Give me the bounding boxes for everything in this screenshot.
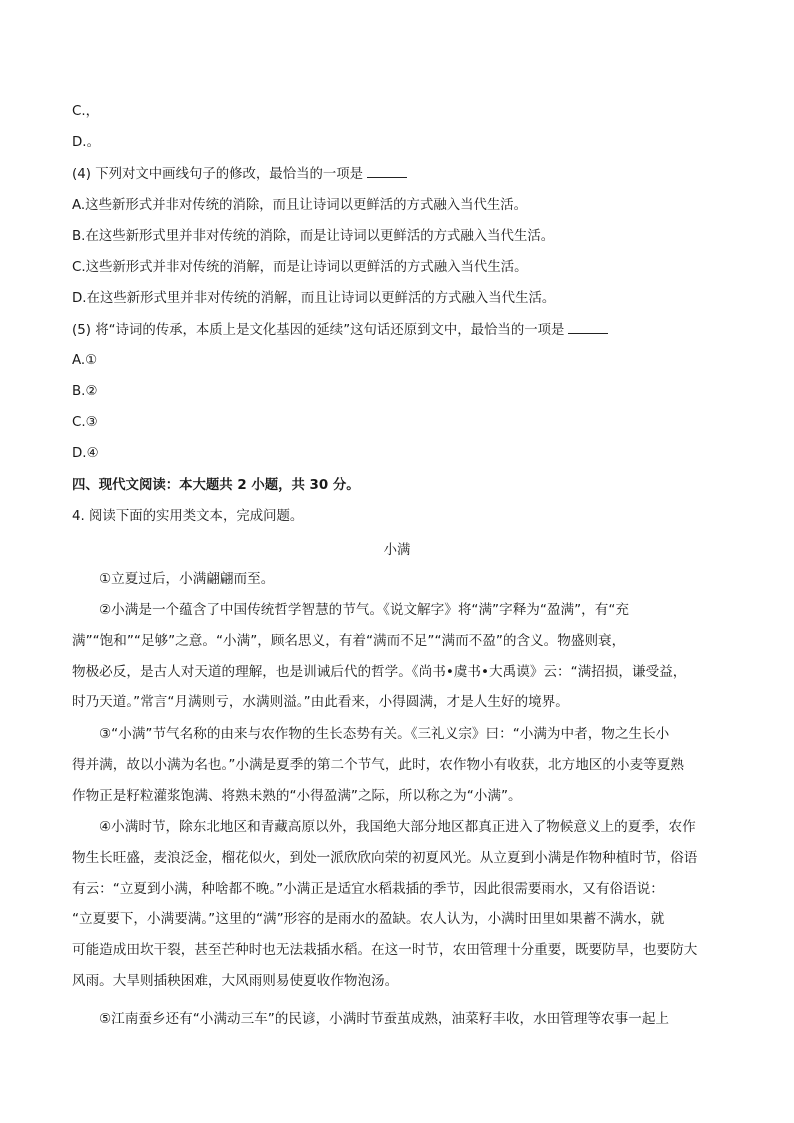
q4-stem-text: (4) 下列对文中画线句子的修改，最恰当的一项是 [72,167,364,182]
paragraph-line: 物生长旺盛，麦浪泛金，榴花似火，到处一派欣欣向荣的初夏风光。从立夏到小满是作物种植时节，俗语 [72,849,698,866]
paragraph-line: ⑤江南蚕乡还有“小满动三车”的民谚，小满时节蚕茧成熟，油菜籽丰收，水田管理等农事一起上 [99,1011,670,1027]
paragraph-line: ③“小满”节气名称的由来与农作物的生长态势有关。《三礼义宗》曰：“小满为中者，物之生长小 [99,726,670,742]
paragraph-line: 作物正是籽粒灌浆饱满、将熟未熟的“小得盈满”之际，所以称之为“小满”。 [72,787,522,804]
paragraph-line: 时乃天道。”常言“月满则亏，水满则溢。”由此看来，小得圆满，才是人生好的境界。 [72,694,569,711]
q5-option-b: B.② [72,384,98,399]
q4-option-a: A.这些新形式并非对传统的消除，而且让诗词以更鲜活的方式融入当代生活。 [72,198,528,213]
q4-option-c: C.这些新形式并非对传统的消解，而是让诗词以更鲜活的方式融入当代生活。 [72,260,528,275]
q4-option-d: D.在这些新形式里并非对传统的消解，而且让诗词以更鲜活的方式融入当代生活。 [72,291,556,306]
section-heading: 四、现代文阅读：本大题共 2 小题，共 30 分。 [72,478,360,493]
q5-stem [72,321,608,340]
paragraph-line: 可能造成田坎干裂，甚至芒种时也无法栽插水稻。在这一时节，农田管理十分重要，既要防旱，也要防大 [72,942,698,959]
article-title: 小满 [383,543,411,558]
paragraph-2 [72,595,704,718]
paragraph-3 [72,719,704,811]
paragraph-line: 物极必反，是古人对天道的理解，也是训诫后代的哲学。《尚书•虞书•大禹谟》云：“满招损，谦受益， [72,663,687,680]
paragraph-line: 满”“饱和”“足够”之意。“小满”，顾名思义，有着“满而不足”“满而不盈”的含义。物盛则衰， [72,632,626,649]
q5-option-c: C.③ [72,415,98,430]
q5-option-d: D.④ [72,446,99,461]
paragraph-line: 风雨。大旱则插秧困难，大风雨则易使夏收作物泡汤。 [72,972,399,989]
paragraph-line: “立夏要下，小满要满。”这里的“满”形容的是雨水的盈缺。农人认为，小满时田里如果蓄不满水，就 [72,911,665,928]
paragraph-1 [72,564,704,595]
answer-blank [367,165,407,178]
paragraph-line: ④小满时节，除东北地区和青藏高原以外，我国绝大部分地区都真正进入了物候意义上的夏季，农作 [99,819,696,835]
q4-stem [72,165,407,184]
q4-option-b: B.在这些新形式里并非对传统的消除，而是让诗词以更鲜活的方式融入当代生活。 [72,229,555,244]
paragraph-line: 得并满，故以小满为名也。”小满是夏季的第二个节气，此时，农作物小有收获，北方地区的小麦等夏熟 [72,756,684,773]
q3-option-d: D.。 [72,135,100,150]
q6-instruction: 4. 阅读下面的实用类文本，完成问题。 [72,509,304,524]
paragraph-line: ①立夏过后，小满翩翩而至。 [99,571,275,587]
q5-stem-text: (5) 将“诗词的传承，本质上是文化基因的延续”这句话还原到文中，最恰当的一项是 [72,323,565,338]
paragraph-4 [72,812,704,997]
paragraph-line: ②小满是一个蕴含了中国传统哲学智慧的节气。《说文解字》将“满”字释为“盈满”，有“充 [99,602,629,618]
paragraph-5 [72,1004,704,1035]
paragraph-line: 有云：“立夏到小满，种啥都不晚。”小满正是适宜水稻栽插的季节，因此很需要雨水，又有俗语说： [72,880,664,897]
answer-blank [568,321,608,334]
q3-option-c: C.， [72,104,99,119]
q5-option-a: A.① [72,353,98,368]
